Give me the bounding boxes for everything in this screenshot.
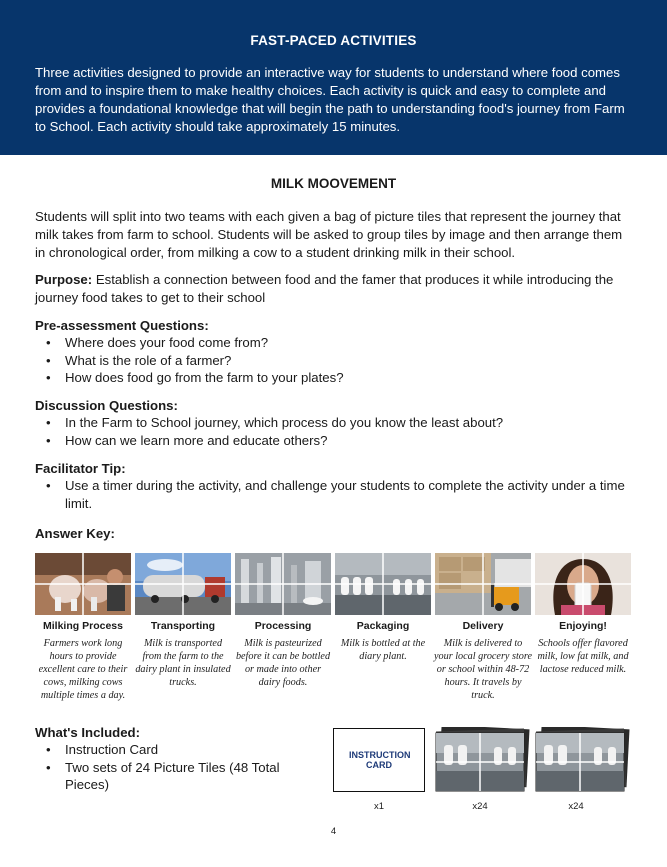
- list-item: • Two sets of 24 Picture Tiles (48 Total Pieces): [35, 759, 305, 794]
- step-title: Delivery: [462, 620, 504, 632]
- quantity-label: x24: [472, 801, 488, 812]
- answer-key-step: [434, 620, 532, 702]
- list-item: • What is the role of a farmer?: [35, 352, 635, 370]
- processing-plant-photo: [235, 553, 331, 615]
- step-description: Milk is pasteurized before it can be bottled or made into other dairy foods.: [235, 638, 331, 688]
- step-description: Milk is bottled at the diary plant.: [340, 638, 426, 662]
- step-title: Packaging: [356, 620, 410, 632]
- answer-key-step: [534, 620, 632, 676]
- list-item: • Instruction Card: [35, 741, 305, 759]
- quantity-label: x1: [373, 801, 385, 812]
- girl-drinking-milk-photo: [535, 553, 631, 615]
- step-description: Milk is delivered to your local grocery store or school within 48-72 hours. It travels by truck.: [434, 638, 532, 701]
- instruction-card-image: [333, 728, 425, 792]
- list-item: • How does food go from the farm to your plates?: [35, 369, 635, 387]
- included-list: [35, 741, 305, 794]
- answer-key-step: [134, 620, 232, 689]
- list-item: • In the Farm to School journey, which process do you know the least about?: [35, 414, 635, 432]
- bottling-line-photo: [335, 553, 431, 615]
- picture-tile-stack: [434, 727, 530, 793]
- step-title: Milking Process: [43, 620, 123, 632]
- page-number: 4: [330, 826, 337, 837]
- answer-key-step: [234, 620, 332, 689]
- step-title: Enjoying!: [559, 620, 607, 632]
- purpose-paragraph: [35, 271, 635, 307]
- answer-key-image-strip: [35, 553, 632, 615]
- step-description: Milk is transported from the farm to the dairy plant in insulated trucks.: [135, 638, 231, 688]
- list-item: • Use a timer during the activity, and challenge your students to complete the activity under a time limit.: [35, 477, 625, 512]
- step-title: Processing: [254, 620, 312, 632]
- instruction-card-label: INSTRUCTION CARD: [349, 749, 411, 770]
- included-heading: What's Included:: [35, 725, 140, 740]
- header-banner: [0, 0, 667, 155]
- answer-key-step: [334, 620, 432, 663]
- list-item: • How can we learn more and educate others?: [35, 432, 635, 450]
- answer-key-heading: Answer Key:: [35, 526, 115, 541]
- activity-title: MILK MOOVEMENT: [270, 176, 397, 191]
- milk-tanker-truck-photo: [135, 553, 231, 615]
- activity-intro: Students will split into two teams with each given a bag of picture tiles that represent the journey that milk takes from farm to school. Students will be asked to group tiles by image and then arrange them in chronological order, from milking a cow to a student drinking milk in their school.: [35, 209, 623, 260]
- step-title: Transporting: [150, 620, 216, 632]
- discussion-list: [35, 414, 635, 449]
- answer-key-step: [34, 620, 132, 702]
- facilitator-tip-heading: Facilitator Tip:: [35, 461, 126, 476]
- forklift-delivery-photo: [435, 553, 531, 615]
- pre-assessment-list: [35, 334, 635, 387]
- milking-photo: [35, 553, 131, 615]
- purpose-text: Establish a connection between food and the famer that produces it while introducing the journey food takes to get to their school: [35, 272, 614, 305]
- picture-tile-stack: [534, 727, 630, 793]
- list-item: • Where does your food come from?: [35, 334, 635, 352]
- pre-assessment-heading: Pre-assessment Questions:: [35, 318, 209, 333]
- quantity-label: x24: [568, 801, 584, 812]
- facilitator-tip-list: [35, 477, 625, 512]
- banner-title: FAST-PACED ACTIVITIES: [250, 33, 417, 48]
- step-description: Schools offer flavored milk, low fat milk, and lactose reduced milk.: [537, 638, 629, 675]
- discussion-heading: Discussion Questions:: [35, 398, 178, 413]
- banner-description: Three activities designed to provide an interactive way for students to understand where food comes from and to inspire them to make healthy choices. Each activity is quick and easy to complete and provides a foundational knowledge that will begin the path to understanding food's journey from Farm to School. Each activity should take approximately 15 minutes.: [35, 65, 625, 134]
- step-description: Farmers work long hours to provide excellent care to their cows, milking cows multiple times a day.: [38, 638, 128, 701]
- purpose-label: Purpose:: [35, 272, 93, 287]
